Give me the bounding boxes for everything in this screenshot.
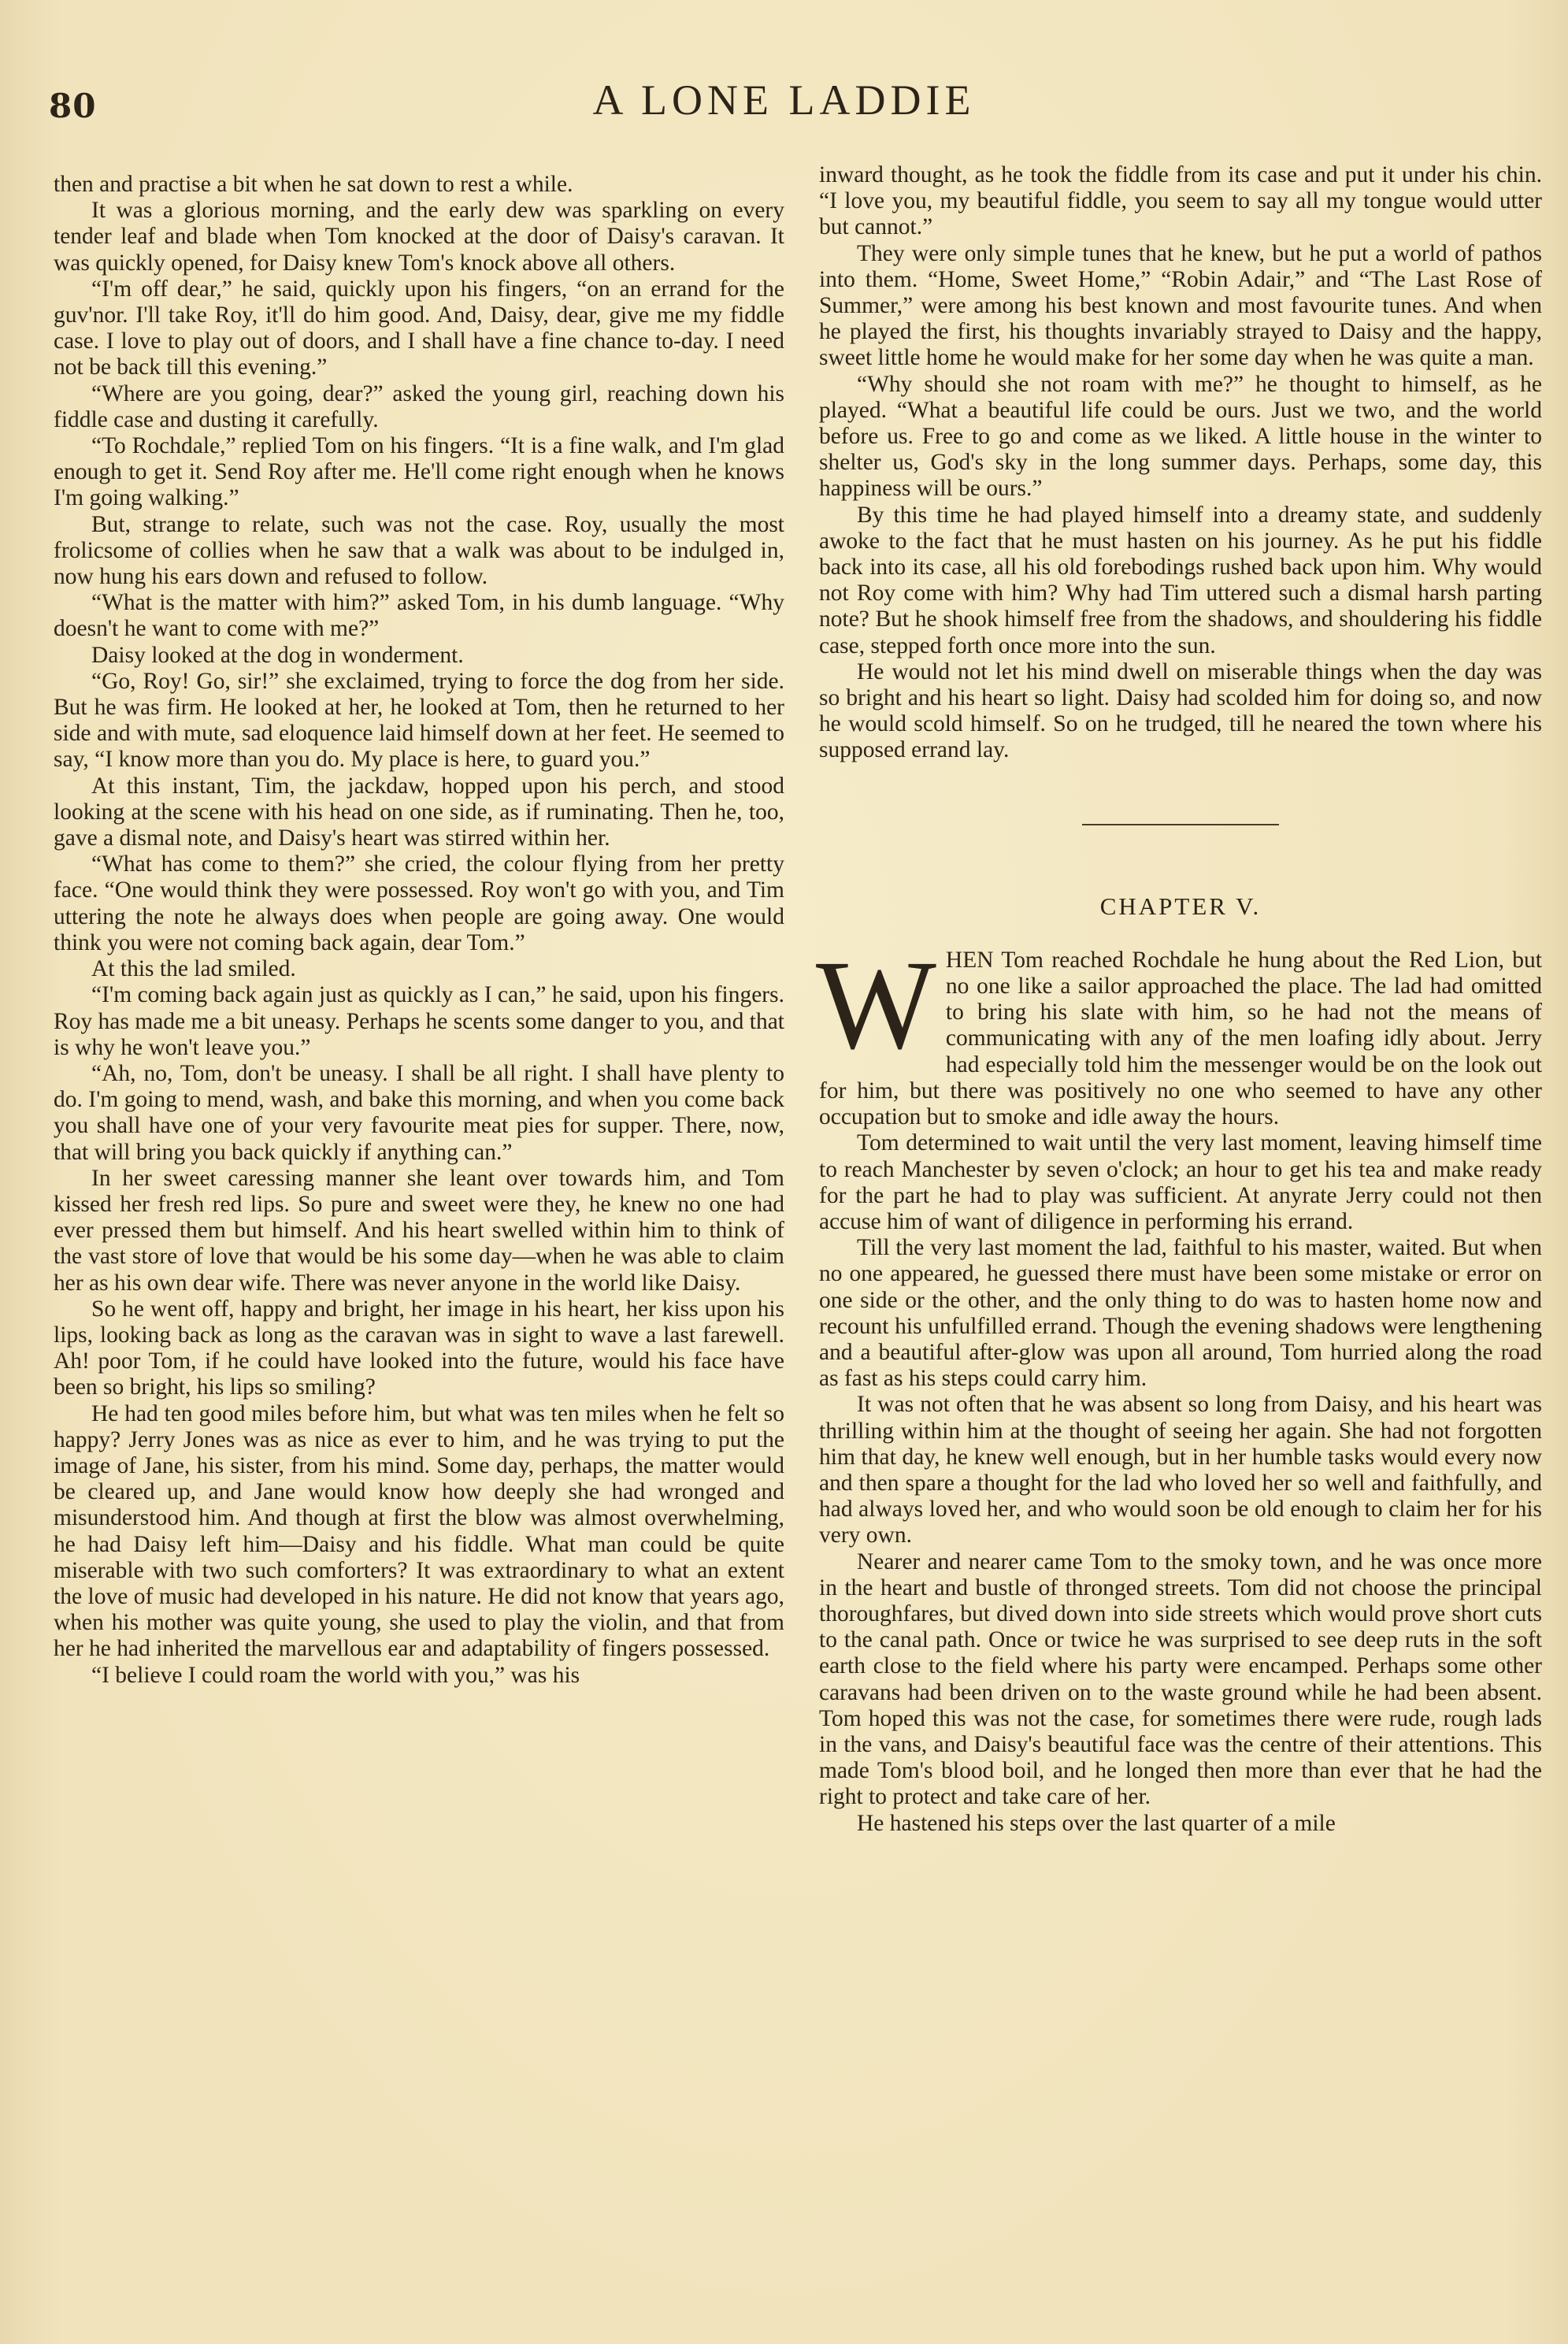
- paragraph: At this instant, Tim, the jackdaw, hopped upon his perch, and stood looking at the scene with his head on one side, as if ruminating. Then he, too, gave a dismal note, and Daisy's heart was stirred within her.: [54, 773, 784, 851]
- paragraph: In her sweet caressing manner she leant over towards him, and Tom kissed her fresh red lips. So pure and sweet were they, he knew no one had ever pressed them but himself. And his heart swelled within him to think of the vast store of love that would be his some day—when he was able to claim her as his own dear wife. There was never anyone in the world like Daisy.: [54, 1165, 784, 1296]
- paragraph: “To Rochdale,” replied Tom on his fingers. “It is a fine walk, and I'm glad enough to get it. Send Roy after me. He'll come right enough when he knows I'm going walking.”: [54, 433, 784, 511]
- paragraph: Till the very last moment the lad, faithful to his master, waited. But when no one appeared, he guessed there must have been some mistake or error on one side or the other, and the only thing to do was to hasten home now and recount his unfulfilled errand. Though the evening shadows were lengthening and a beautiful after-glow was upon all around, Tom hurried along the road as fast as his steps could carry him.: [819, 1235, 1542, 1392]
- chapter-opening-text: HEN Tom reached Rochdale he hung about the Red Lion, but no one like a sailor approached the place. The lad had omitted to bring his slate with him, so he had not the means of communicating with any of the men loafing idly about. Jerry had especially told him the messenger would be on the look out for him, but there was positively no one who seemed to have any other occupation but to smoke and idle away the hours.: [819, 947, 1542, 1130]
- paragraph: “Why should she not roam with me?” he thought to himself, as he played. “What a beautiful life could be ours. Just we two, and the world before us. Free to go and come as we liked. A little house in the winter to shelter us, God's sky in the long summer days. Perhaps, some day, this happiness will be ours.”: [819, 371, 1542, 502]
- paragraph: “I'm coming back again just as quickly as I can,” he said, upon his fingers. Roy has made me a bit uneasy. Perhaps he scents some danger to you, and that is why he won't leave you.”: [54, 982, 784, 1060]
- paragraph: Daisy looked at the dog in wonderment.: [91, 642, 464, 668]
- paragraph: By this time he had played himself into a dreamy state, and suddenly awoke to the fact that he must hasten on his journey. As he put his fiddle back into its case, all his old forebodings rushed back upon him. Why would not Roy come with him? Why had Tim uttered such a dismal harsh parting note? But he shook himself free from the shadows, and shouldering his fiddle case, stepped forth once more into the sun.: [819, 502, 1542, 658]
- paragraph: Nearer and nearer came Tom to the smoky town, and he was once more in the heart and bustle of thronged streets. Tom did not choose the principal thoroughfares, but dived down into side streets which would prove short cuts to the canal path. Once or twice he was surprised to see deep ruts in the soft earth close to the field where his party were encamped. Perhaps some other caravans had been driven on to the waste ground while he had been absent. Tom hoped this was not the case, for sometimes there were rude, rough lads in the vans, and Daisy's beautiful face was the centre of their attentions. This made Tom's blood boil, and he longed then more than ever that he had the right to protect and take care of her.: [819, 1548, 1542, 1810]
- paragraph: then and practise a bit when he sat down to rest a while.: [54, 172, 573, 197]
- paragraph: So he went off, happy and bright, her image in his heart, her kiss upon his lips, looking back as long as the caravan was in sight to wave a last farewell. Ah! poor Tom, if he could have looked into the future, would his face have been so bright, his lips so smiling?: [54, 1296, 784, 1400]
- paragraph: “What is the matter with him?” asked Tom, in his dumb language. “Why doesn't he want to come with me?”: [54, 590, 784, 642]
- page-header: [0, 76, 1568, 139]
- paragraph: “Ah, no, Tom, don't be uneasy. I shall be all right. I shall have plenty to do. I'm going to mend, wash, and bake this morning, and when you come back you shall have one of your very favourite meat pies for supper. There, now, that will bring you back quickly if anything can.”: [54, 1060, 784, 1165]
- paragraph: They were only simple tunes that he knew, but he put a world of pathos into them. “Home, Sweet Home,” “Robin Adair,” and “The Last Rose of Summer,” were among his best known and most favourite tunes. And when he played the first, his thoughts invariably strayed to Daisy and the happy, sweet little home he would make for her some day when he was quite a man.: [819, 240, 1542, 371]
- paragraph: Tom determined to wait until the very last moment, leaving himself time to reach Manchester by seven o'clock; an hour to get his tea and make ready for the part he had to play was sufficient. At anyrate Jerry could not then accuse him of want of diligence in performing his errand.: [819, 1130, 1542, 1234]
- paragraph: But, strange to relate, such was not the case. Roy, usually the most frolicsome of collies when he saw that a walk was about to be indulged in, now hung his ears down and refused to follow.: [54, 511, 784, 590]
- chapter-heading: CHAPTER V.: [1099, 892, 1262, 920]
- paragraph: “Where are you going, dear?” asked the young girl, reaching down his fiddle case and dusting it carefully.: [54, 380, 784, 432]
- chapter-opening-paragraph: [816, 934, 1542, 1130]
- paragraph: He had ten good miles before him, but what was ten miles when he felt so happy? Jerry Jones was as nice as ever to him, and he was trying to put the image of Jane, his sister, from his mind. Some day, perhaps, the matter would be cleared up, and Jane would know how deeply she had wronged and misunderstood him. And though at first the blow was almost overwhelming, he had Daisy left him—Daisy and his fiddle. What man could be quite miserable with two such comforters? It was extraordinary to what an extent the love of music had developed in his nature. He did not know that years ago, when his mother was quite young, she used to play the violin, and that from her he had inherited the marvellous ear and adaptability of fingers possessed.: [54, 1400, 784, 1662]
- running-title: A LONE LADDIE: [592, 76, 976, 124]
- paragraph: “I believe I could roam the world with you,” was his: [91, 1662, 580, 1688]
- paragraph: inward thought, as he took the fiddle from its case and put it under his chin. “I love you, my beautiful fiddle, you seem to say all my tongue would utter but cannot.”: [819, 162, 1542, 240]
- paragraph: “Go, Roy! Go, sir!” she exclaimed, trying to force the dog from her side. But he was firm. He looked at her, he looked at Tom, then he returned to her side and with mute, sad eloquence laid himself down at her feet. He seemed to say, “I know more than you do. My place is here, to guard you.”: [54, 668, 784, 773]
- left-column: [54, 172, 784, 1689]
- drop-cap: W: [816, 934, 936, 1076]
- section-divider: [1082, 824, 1279, 825]
- paragraph: “What has come to them?” she cried, the colour flying from her pretty face. “One would think they were possessed. Roy won't go with you, and Tim uttering the note he always does when people are going away. One would think you were not coming back again, dear Tom.”: [54, 851, 784, 955]
- page-number: 80: [49, 87, 97, 125]
- paragraph: “I'm off dear,” he said, quickly upon his fingers, “on an errand for the guv'nor. I'll take Roy, it'll do him good. And, Daisy, dear, give me my fiddle case. I love to play out of doors, and I shall have a fine chance to-day. I need not be back till this evening.”: [54, 276, 784, 380]
- paragraph: It was a glorious morning, and the early dew was sparkling on every tender leaf and blade when Tom knocked at the door of Daisy's caravan. It was quickly opened, for Daisy knew Tom's knock above all others.: [54, 198, 784, 276]
- paragraph: It was not often that he was absent so long from Daisy, and his heart was thrilling within him at the thought of seeing her again. She had not forgotten him that day, he knew well enough, but in her humble tasks would every now and then spare a thought for the lad who loved her so well and faithfully, and had always loved her, and who would soon be old enough to claim her for his very own.: [819, 1392, 1542, 1548]
- paragraph: He would not let his mind dwell on miserable things when the day was so bright and his heart so light. Daisy had scolded him for doing so, and now he would scold himself. So on he trudged, till he neared the town where his supposed errand lay.: [819, 658, 1542, 763]
- paragraph: He hastened his steps over the last quarter of a mile: [857, 1810, 1336, 1836]
- paragraph: At this the lad smiled.: [91, 956, 296, 982]
- right-column: [816, 162, 1542, 1837]
